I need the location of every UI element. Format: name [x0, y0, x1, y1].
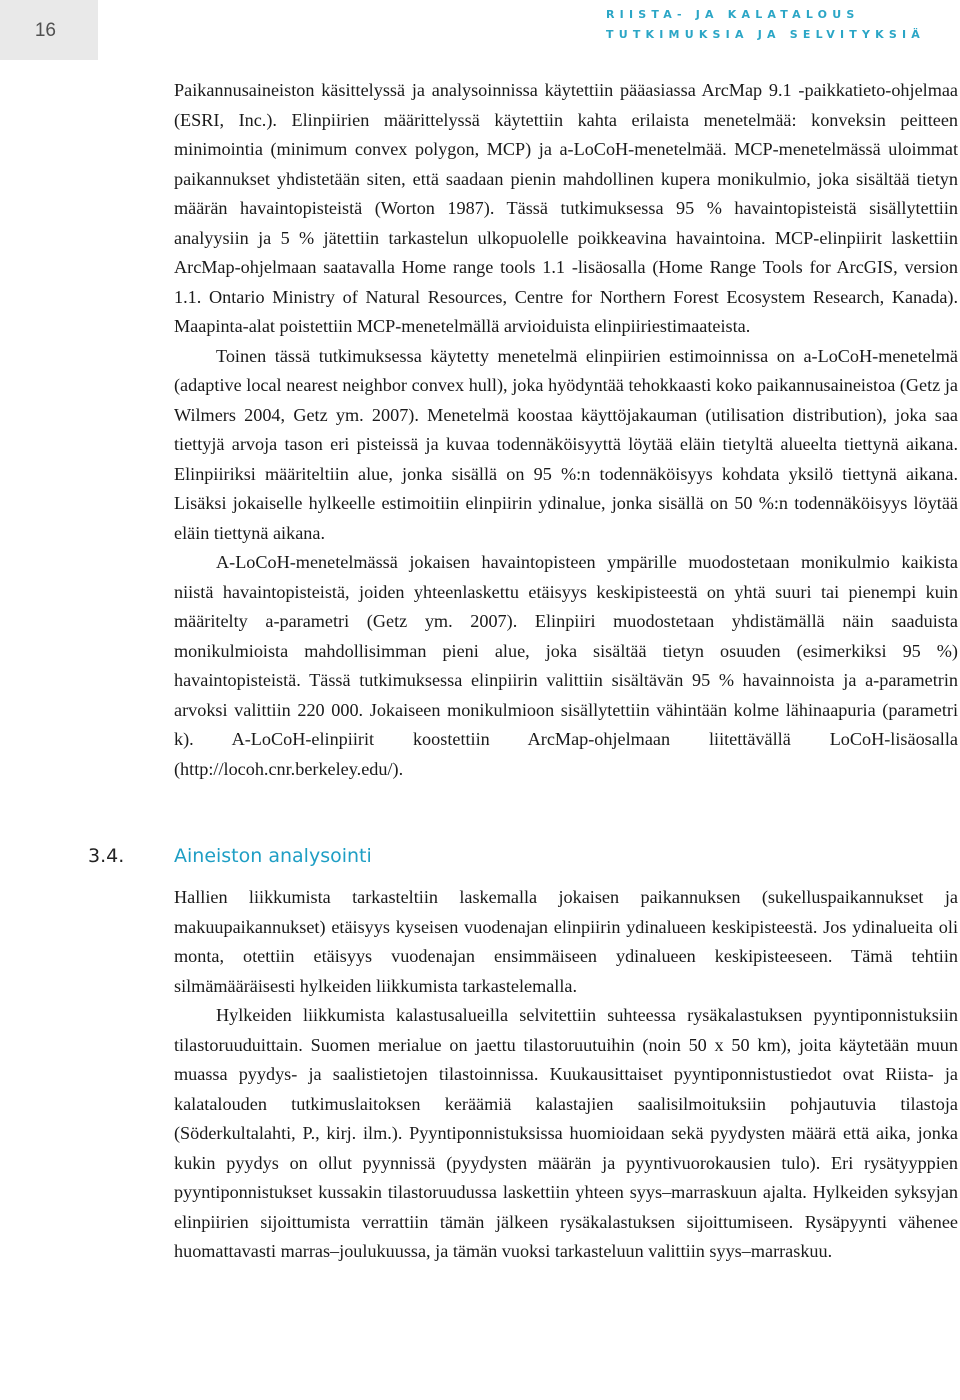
body-text-block-1 [174, 76, 958, 784]
paragraph-2: Toinen tässä tutkimuksessa käytetty menetelmä elinpiirien estimoinnissa on a-LoCoH-menetelmä (adaptive local nearest neighbor convex hull), joka hyödyntää tehokkaasti koko paikannusaineistoa (Getz ja Wilmers 2004, Getz ym. 2007). Menetelmä koostaa käyttöjakauman (utilisation distribution), joka saa tiettyjä arvoja tason eri pisteissä ja kuvaa todennäköisyyttä löytää eläin tietyltä alueelta tiettynä aikana. Elinpiiriksi määriteltiin alue, jonka sisällä on 95 %:n todennäköisyys kohdata yksilö tiettynä aikana. Lisäksi jokaiselle hylkeelle estimoitiin elinpiirin ydinalue, jonka sisällä on 50 %:n todennäköisyys löytää eläin tiettynä aikana. [174, 345, 958, 543]
section-number: 3.4. [88, 845, 125, 867]
running-head-line-1: RIISTA- JA KALATALOUS [606, 8, 860, 21]
paragraph-3: A-LoCoH-menetelmässä jokaisen havaintopisteen ympärille muodostetaan monikulmio kaikista niistä havaintopisteistä, joiden yhteenlaskettu etäisyys keskipisteestä on yhtä suuri tai pienempi kuin määritelty a-parametri (Getz ym. 2007). Elinpiiri muodostetaan yhdistämällä näin saaduista monikulmioista mahdollisimman pieni alue, joka sisältää tietyn osuuden (esimerkiksi 95 %) havaintopisteistä. Tässä tutkimuksessa elinpiirin valittiin sisältävän 95 % havainnoista ja a-parametrin arvoksi valittiin 220 000. Jokaiseen monikulmioon sisällytettiin vähintään kolme lähinaapuria (parametri k). A-LoCoH-elinpiirit koostettiin ArcMap-ohjelmaan liitettävällä LoCoH-lisäosalla (http://locoh.cnr.berkeley.edu/). [174, 552, 958, 779]
section-heading: Aineiston analysointi [174, 845, 372, 867]
paragraph-1: Paikannusaineiston käsittelyssä ja analysoinnissa käytettiin pääasiassa ArcMap 9.1 -paikkatieto-ohjelmaa (ESRI, Inc.). Elinpiirien määrittelyssä käytettiin kahta erilaista menetelmää: konveksin peitteen minimointia (minimum convex polygon, MCP) ja a-LoCoH-menetelmää. MCP-menetelmässä uloimmat paikannukset yhdistetään siten, että saadaan pienin mahdollinen kupera monikulmio, joka sisältää tietyn määrän havaintopisteistä (Worton 1987). Tässä tutkimuksessa 95 % havaintopisteistä sisällytettiin analyysiin ja 5 % jätettiin tarkastelun ulkopuolelle poikkeavina havaintoina. MCP-elinpiirit laskettiin ArcMap-ohjelmaan saatavalla Home range tools 1.1 -lisäosalla (Home Range Tools for ArcGIS, version 1.1. Ontario Ministry of Natural Resources, Centre for Northern Forest Ecosystem Research, Kanada). Maapinta-alat poistettiin MCP-menetelmällä arvioiduista elinpiiriestimaateista. [174, 80, 958, 336]
paragraph-4: Hallien liikkumista tarkasteltiin laskemalla jokaisen paikannuksen (sukelluspaikannukset ja makuupaikannukset) etäisyys kyseisen vuodenajan elinpiirin ydinalueen keskipisteestä. Jos ydinalueita oli monta, otettiin etäisyys vuodenajan ensimmäiseen ydinalueen keskipisteeseen. Tämä tehtiin silmämääräisesti hylkeiden liikkumista tarkastelemalla. [174, 887, 958, 996]
page-number-box [0, 0, 98, 60]
paragraph-5: Hylkeiden liikkumista kalastusalueilla selvitettiin suhteessa rysäkalastuksen pyyntiponnistuksiin tilastoruuduittain. Suomen merialue on jaettu tilastoruutuihin (noin 50 x 50 km), joita käytetään muun muassa pyydys- ja saalistietojen tilastoinnissa. Kuukausittaiset pyyntiponnistustiedot ovat Riista- ja kalatalouden tutkimuslaitoksen keräämiä kalastajien saalisilmoituksiin pohjautuvia tilastoja (Söderkultalahti, P., kirj. ilm.). Pyyntiponnistuksissa huomioidaan sekä pyydysten määrä että aika, jonka kukin pyydys on ollut pyynnissä (pyydysten määrän ja pyyntivuorokausien tulo). Eri rysätyyppien pyyntiponnistukset kussakin tilastoruudussa laskettiin yhteen syys–marraskuun ajalta. Hylkeiden syksyjan elinpiirien sijoittumista verrattiin tämän jälkeen rysäkalastuksen sijoittumiseen. Rysäpyynti vähenee huomattavasti marras–joulukuussa, ja tämän vuoksi tarkasteluun valittiin syys–marraskuu. [174, 1005, 958, 1261]
page-number: 16 [34, 20, 56, 41]
running-head-line-2: TUTKIMUKSIA JA SELVITYKSIÄ [606, 28, 926, 41]
body-text-block-2 [174, 883, 958, 1267]
running-head [606, 5, 925, 45]
